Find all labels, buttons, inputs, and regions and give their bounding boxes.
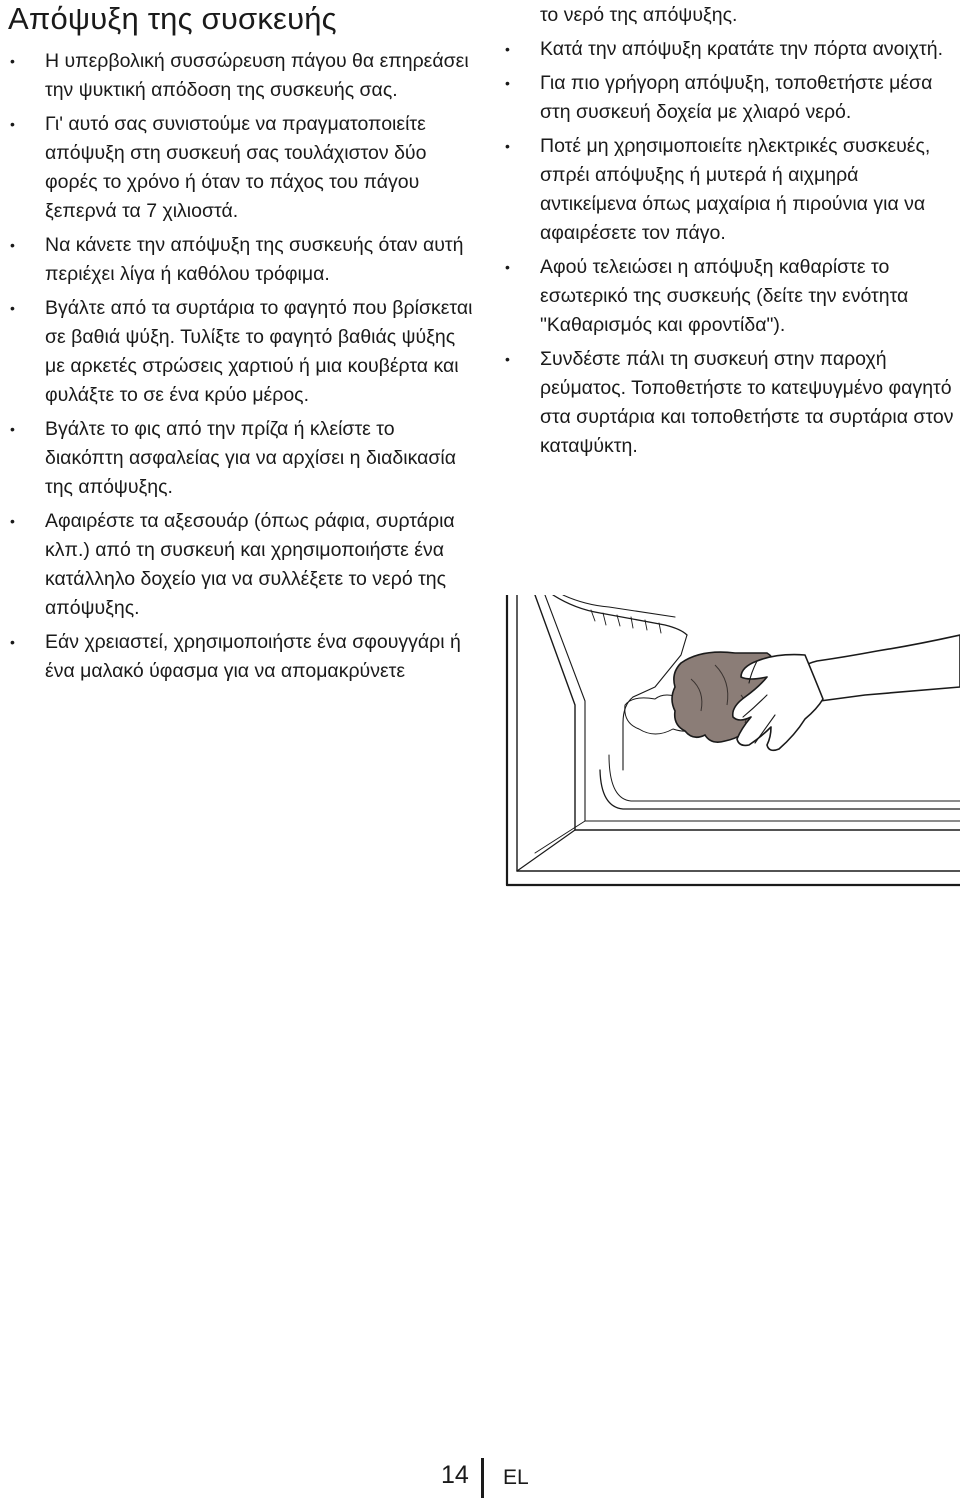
bullet-icon: • — [505, 138, 510, 154]
list-item-continuation — [505, 1, 960, 30]
bullet-icon: • — [10, 421, 15, 437]
list-item — [505, 345, 960, 461]
list-item — [505, 132, 960, 248]
left-bullet-list — [10, 47, 475, 691]
list-item-text: Αφαιρέστε τα αξεσουάρ (όπως ράφια, συρτάρια κλπ.) από τη συσκευή και χρησιμοποιήστε ένα κατάλληλο δοχείο για να συλλέξετε το νερό της απόψυξης. — [45, 510, 455, 619]
page-footer — [0, 1458, 960, 1498]
list-item — [10, 628, 475, 686]
bullet-icon: • — [10, 634, 15, 650]
list-item-text: Αφού τελειώσει η απόψυξη καθαρίστε το εσωτερικό της συσκευής (δείτε την ενότητα "Καθαρισμός και φροντίδα"). — [540, 256, 909, 336]
bullet-icon: • — [505, 41, 510, 57]
list-item — [505, 35, 960, 64]
bullet-icon: • — [10, 53, 15, 69]
bullet-icon: • — [505, 351, 510, 367]
list-item-text: Ποτέ μη χρησιμοποιείτε ηλεκτρικές συσκευές, σπρέι απόψυξης ή μυτερά ή αιχμηρά αντικείμενα όπως μαχαίρια ή πιρούνια για να αφαιρέσετε τον πάγο. — [540, 135, 931, 244]
list-item-text: Εάν χρειαστεί, χρησιμοποιήστε ένα σφουγγάρι ή ένα μαλακό ύφασμα για να απομακρύνετε — [45, 631, 461, 682]
bullet-icon: • — [10, 237, 15, 253]
footer-divider — [481, 1458, 484, 1498]
list-item-text: Κατά την απόψυξη κρατάτε την πόρτα ανοιχτή. — [540, 38, 943, 60]
defrost-illustration-drawing — [505, 595, 960, 890]
list-item-text: Να κάνετε την απόψυξη της συσκευής όταν αυτή περιέχει λίγα ή καθόλου τρόφιμα. — [45, 234, 464, 285]
bullet-icon: • — [505, 75, 510, 91]
list-item-text: το νερό της απόψυξης. — [540, 4, 738, 26]
list-item — [10, 231, 475, 289]
shelf — [553, 595, 687, 635]
list-item — [10, 507, 475, 623]
page-number: 14 — [441, 1461, 469, 1489]
bullet-icon: • — [10, 513, 15, 529]
list-item-text: Γι' αυτό σας συνιστούμε να πραγματοποιείτε απόψυξη στη συσκευή σας τουλάχιστον δύο φορές το χρόνο ή όταν το πάχος του πάγου ξεπερνά τα 7 χιλιοστά. — [45, 113, 427, 222]
list-item-text: Βγάλτε το φις από την πρίζα ή κλείστε το διακόπτη ασφαλείας για να αρχίσει η διαδικασία της απόψυξης. — [45, 418, 457, 498]
list-item — [10, 415, 475, 502]
inner-liner — [535, 595, 575, 830]
right-bullet-list — [505, 1, 960, 466]
hand — [733, 655, 823, 751]
list-item — [505, 253, 960, 340]
list-item — [10, 47, 475, 105]
bullet-icon: • — [10, 116, 15, 132]
defrost-illustration — [505, 595, 960, 890]
list-item — [10, 110, 475, 226]
bullet-icon: • — [505, 259, 510, 275]
bullet-icon: • — [10, 300, 15, 316]
list-item — [505, 69, 960, 127]
list-item-text: Η υπερβολική συσσώρευση πάγου θα επηρεάσει την ψυκτική απόδοση της συσκευής σας. — [45, 50, 469, 101]
list-item — [10, 294, 475, 410]
list-item-text: Για πιο γρήγορη απόψυξη, τοποθετήστε μέσα στη συσκευή δοχεία με χλιαρό νερό. — [540, 72, 933, 123]
list-item-text: Βγάλτε από τα συρτάρια το φαγητό που βρίσκεται σε βαθιά ψύξη. Τυλίξτε το φαγητό βαθιάς ψύξης με αρκετές στρώσεις χαρτιού ή μια κουβέρτα και φυλάξτε το σε ένα κρύο μέρος. — [45, 297, 473, 406]
page-title: Απόψυξη της συσκευής — [8, 1, 337, 36]
list-item-text: Συνδέστε πάλι τη συσκευή στην παροχή ρεύματος. Τοποθετήστε το κατεψυγμένο φαγητό στα συρτάρια και τοποθετήστε τα συρτάρια στον καταψύκτη. — [540, 348, 954, 457]
language-code: EL — [503, 1466, 529, 1489]
